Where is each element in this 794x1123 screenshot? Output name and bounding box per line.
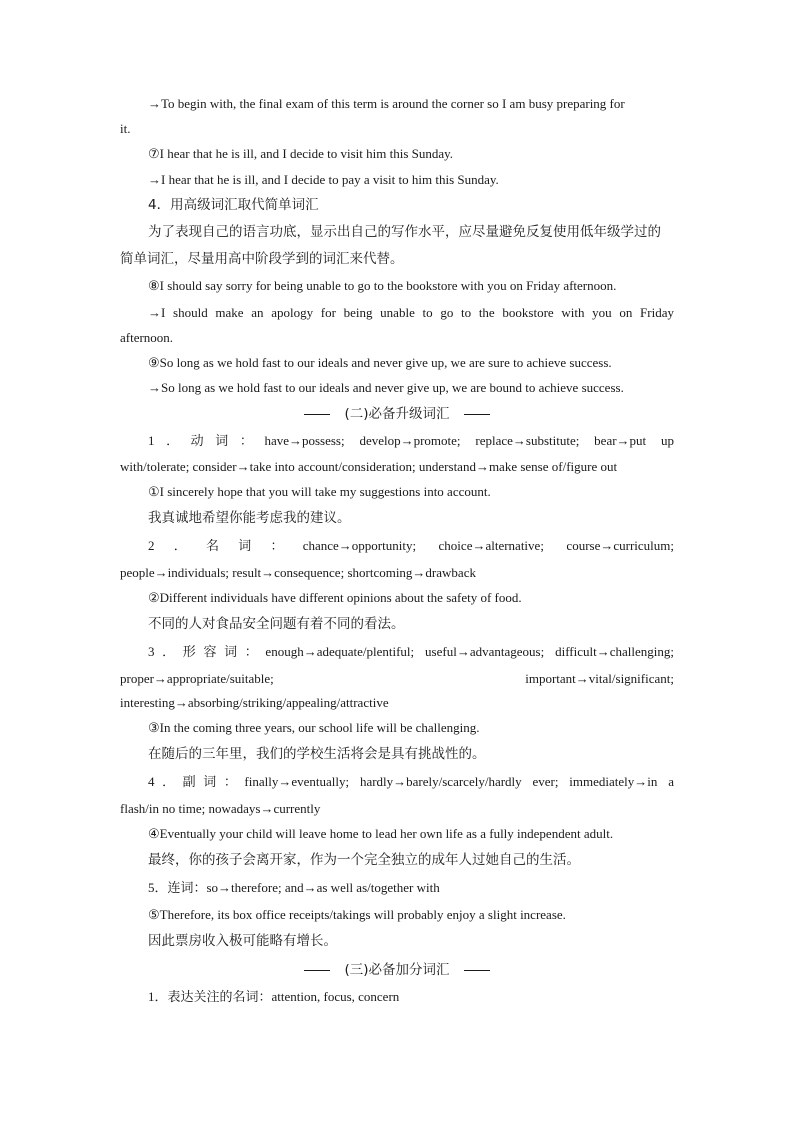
section-title-text: (三)必备加分词汇 — [344, 962, 450, 978]
example-sentence: ③In the coming three years, our school life will be challenging. — [148, 720, 480, 735]
vocab-item: proper→appropriate/suitable; important→vital/significant; — [120, 671, 674, 686]
example-sentence: ①I sincerely hope that you will take my suggestions into account. — [148, 484, 491, 499]
section-title-text: (二)必备升级词汇 — [344, 406, 450, 422]
text-line: →I hear that he is ill, and I decide to pay a visit to him this Sunday. — [148, 172, 499, 187]
title-dash-left — [304, 970, 330, 971]
example-sentence: ⑤Therefore, its box office receipts/takings will probably enjoy a slight increase. — [148, 907, 566, 922]
paragraph-line: 为了表现自己的语言功底，显示出自己的写作水平，应尽量避免反复使用低年级学过的 — [148, 224, 661, 240]
example-sentence: ④Eventually your child will leave home to lead her own life as a fully independent adult. — [148, 826, 614, 841]
example-sentence: ②Different individuals have different opinions about the safety of food. — [148, 590, 522, 605]
vocab-item: 4．副词：finally→eventually; hardly→barely/scarcely/hardly ever; immediately→in a — [148, 774, 674, 789]
text-line: afternoon. — [120, 330, 174, 345]
vocab-item: 2．名词：chance→opportunity; choice→alternative; course→curriculum; — [148, 538, 674, 553]
translation: 不同的人对食品安全问题有着不同的看法。 — [148, 616, 405, 632]
title-dash-left — [304, 414, 330, 415]
paragraph-line: 简单词汇，尽量用高中阶段学到的词汇来代替。 — [120, 251, 404, 267]
text-line: →So long as we hold fast to our ideals and never give up, we are bound to achieve success. — [148, 380, 624, 395]
example-sentence: ⑦I hear that he is ill, and I decide to visit him this Sunday. — [148, 146, 454, 161]
vocab-item: interesting→absorbing/striking/appealing/attractive — [120, 695, 389, 710]
title-dash-right — [464, 970, 490, 971]
title-dash-right — [464, 414, 490, 415]
section-heading: 4．用高级词汇取代简单词汇 — [148, 197, 319, 213]
vocab-item: flash/in no time; nowadays→currently — [120, 801, 321, 816]
translation: 在随后的三年里，我们的学校生活将会是具有挑战性的。 — [148, 746, 486, 762]
translation: 因此票房收入极可能略有增长。 — [148, 933, 337, 949]
vocab-item: with/tolerate; consider→take into account/consideration; understand→make sense of/figure out — [120, 459, 618, 474]
vocab-item: 1．表达关注的名词：attention, focus, concern — [148, 989, 400, 1004]
vocab-item: 5．连词：so→therefore; and→as well as/together with — [148, 880, 440, 895]
text-line: →I should make an apology for being unable to go to the bookstore with you on Friday — [148, 305, 674, 320]
example-sentence: ⑧I should say sorry for being unable to go to the bookstore with you on Friday afternoon. — [148, 278, 617, 293]
section-title — [120, 405, 674, 423]
vocab-item: 3．形容词：enough→adequate/plentiful; useful→advantageous; difficult→challenging; — [148, 644, 674, 659]
section-title — [120, 961, 674, 979]
vocab-item: 1．动词：have→possess; develop→promote; replace→substitute; bear→put up — [148, 433, 674, 448]
vocab-item: people→individuals; result→consequence; shortcoming→drawback — [120, 565, 476, 580]
translation: 最终，你的孩子会离开家，作为一个完全独立的成年人过她自己的生活。 — [148, 852, 580, 868]
translation: 我真诚地希望你能考虑我的建议。 — [148, 510, 351, 526]
example-sentence: ⑨So long as we hold fast to our ideals and never give up, we are sure to achieve success. — [148, 355, 612, 370]
text-line: it. — [120, 121, 131, 136]
text-line: →To begin with, the final exam of this term is around the corner so I am busy preparing for — [148, 96, 625, 111]
